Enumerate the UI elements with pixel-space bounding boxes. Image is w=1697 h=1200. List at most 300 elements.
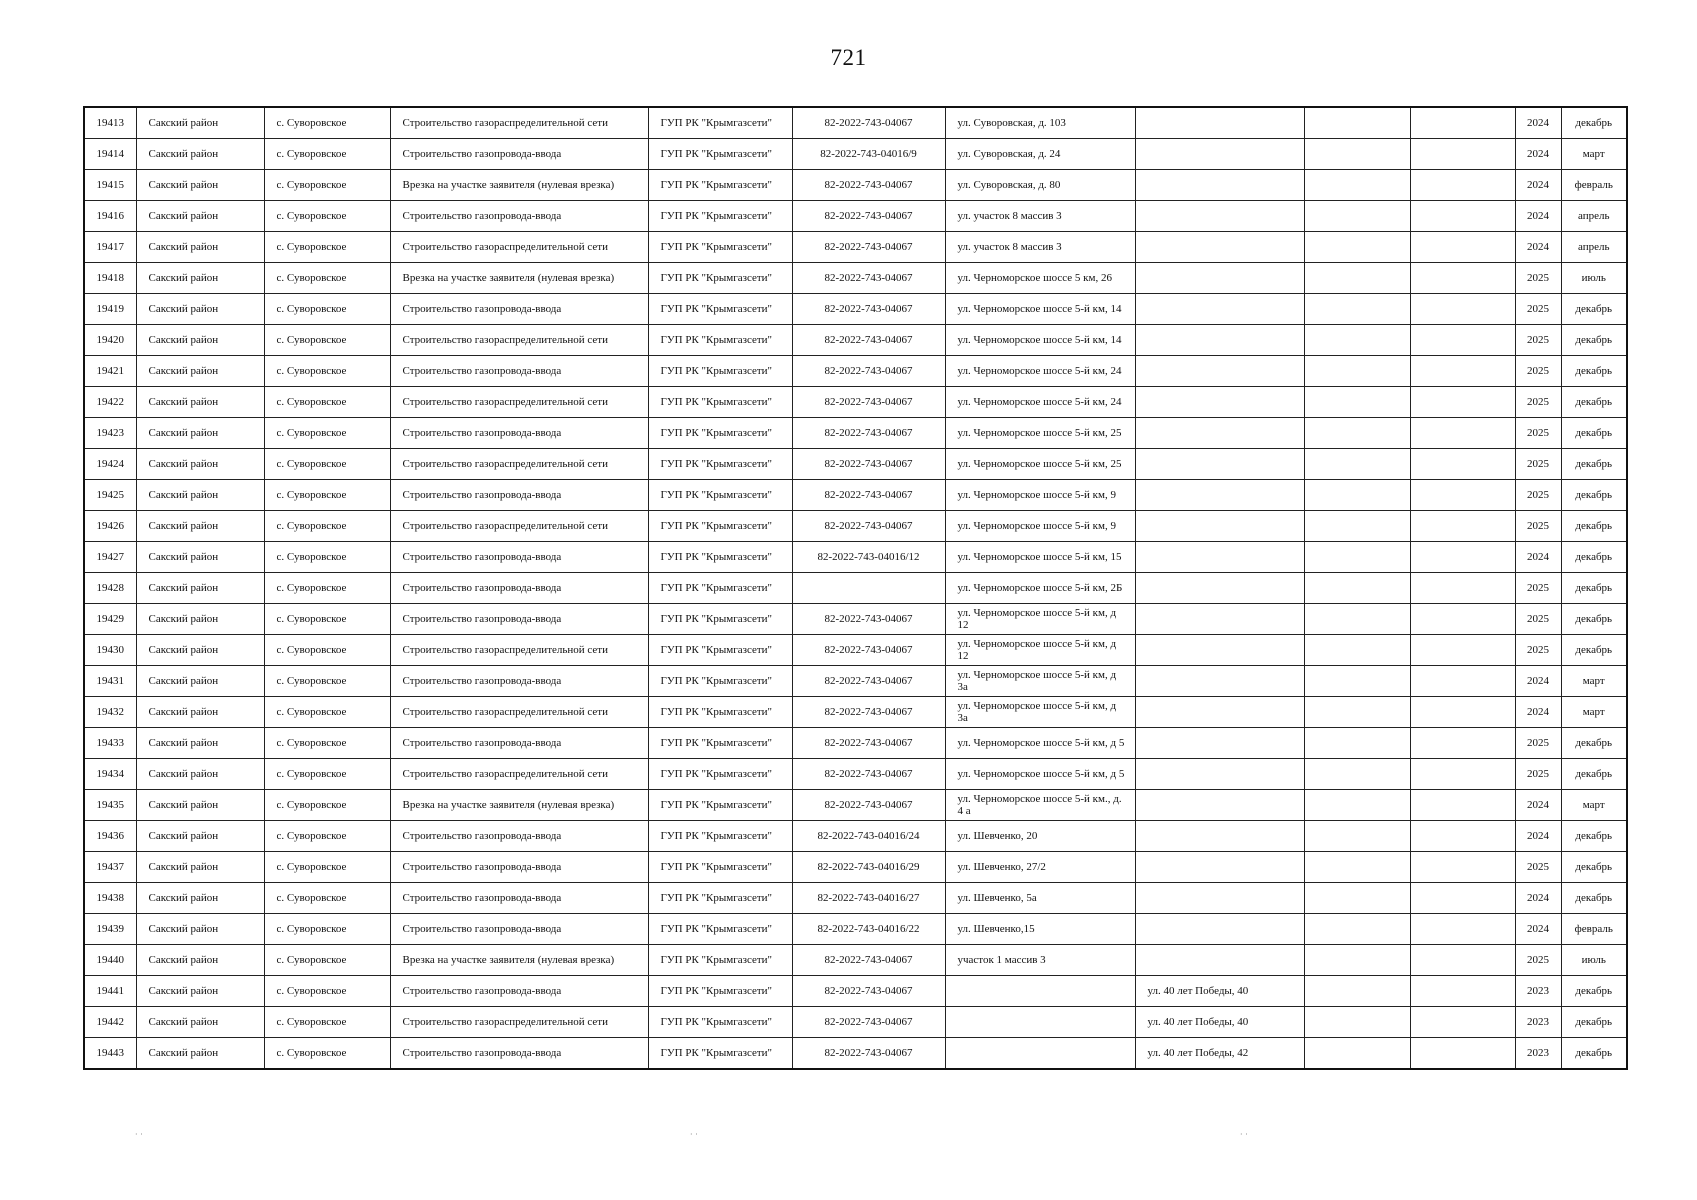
cell-work-type: Строительство газопровода-ввода [390,914,648,945]
cell-settlement: с. Суворовское [264,759,390,790]
cell-address: ул. Черноморское шоссе 5-й км, д 3а [945,666,1135,697]
cell-year: 2024 [1515,201,1561,232]
cell-work-type: Строительство газопровода-ввода [390,573,648,604]
cell-organization: ГУП РК "Крымгазсети" [648,945,792,976]
table-row [84,201,1627,232]
cell-year: 2025 [1515,573,1561,604]
cell-month: декабрь [1561,418,1627,449]
cell-work-type: Врезка на участке заявителя (нулевая врезка) [390,790,648,821]
cell-settlement: с. Суворовское [264,356,390,387]
cell-address: ул. Черноморское шоссе 5-й км, 15 [945,542,1135,573]
cell-address-alt [1135,542,1304,573]
table-row [84,294,1627,325]
table-row [84,1038,1627,1070]
cell-address-alt [1135,480,1304,511]
cell-settlement: с. Суворовское [264,821,390,852]
scan-speck: · · [690,1130,698,1139]
table-row [84,170,1627,201]
cell-work-type: Врезка на участке заявителя (нулевая врезка) [390,945,648,976]
cell-month: апрель [1561,201,1627,232]
cell-id: 19416 [84,201,136,232]
cell-district: Сакский район [136,542,264,573]
cell-address: ул. Черноморское шоссе 5-й км, 14 [945,294,1135,325]
cell-id: 19430 [84,635,136,666]
cell-empty [1410,263,1515,294]
cell-month: декабрь [1561,604,1627,635]
cell-address [945,1007,1135,1038]
cell-id: 19422 [84,387,136,418]
cell-code: 82-2022-743-04067 [792,232,945,263]
cell-settlement: с. Суворовское [264,883,390,914]
cell-settlement: с. Суворовское [264,604,390,635]
cell-month: декабрь [1561,883,1627,914]
cell-address: ул. Черноморское шоссе 5-й км, д 3а [945,697,1135,728]
table-row [84,759,1627,790]
cell-work-type: Строительство газопровода-ввода [390,883,648,914]
cell-district: Сакский район [136,759,264,790]
table-row [84,325,1627,356]
cell-empty [1410,945,1515,976]
cell-district: Сакский район [136,697,264,728]
cell-id: 19421 [84,356,136,387]
cell-address-alt [1135,883,1304,914]
cell-address-alt [1135,945,1304,976]
cell-address-alt [1135,790,1304,821]
cell-empty [1304,480,1410,511]
cell-month: декабрь [1561,542,1627,573]
table-row [84,387,1627,418]
table-row [84,914,1627,945]
page-number: 721 [830,45,867,70]
cell-organization: ГУП РК "Крымгазсети" [648,759,792,790]
cell-year: 2024 [1515,107,1561,139]
cell-month: декабрь [1561,821,1627,852]
cell-work-type: Строительство газораспределительной сети [390,759,648,790]
cell-settlement: с. Суворовское [264,728,390,759]
cell-empty [1304,356,1410,387]
cell-month: декабрь [1561,325,1627,356]
cell-month: декабрь [1561,511,1627,542]
table-row [84,945,1627,976]
cell-address-alt [1135,604,1304,635]
cell-empty [1410,542,1515,573]
cell-id: 19418 [84,263,136,294]
cell-id: 19433 [84,728,136,759]
cell-district: Сакский район [136,263,264,294]
cell-code: 82-2022-743-04067 [792,790,945,821]
cell-code: 82-2022-743-04067 [792,480,945,511]
cell-month: декабрь [1561,387,1627,418]
cell-address-alt [1135,728,1304,759]
cell-address-alt [1135,852,1304,883]
cell-address: ул. Суворовская, д. 24 [945,139,1135,170]
cell-code: 82-2022-743-04067 [792,976,945,1007]
cell-district: Сакский район [136,201,264,232]
cell-month: декабрь [1561,852,1627,883]
cell-id: 19437 [84,852,136,883]
cell-address-alt [1135,107,1304,139]
cell-year: 2024 [1515,666,1561,697]
cell-id: 19428 [84,573,136,604]
cell-empty [1304,542,1410,573]
table-row [84,449,1627,480]
cell-work-type: Строительство газораспределительной сети [390,107,648,139]
cell-code: 82-2022-743-04067 [792,759,945,790]
cell-address-alt [1135,201,1304,232]
cell-code: 82-2022-743-04016/9 [792,139,945,170]
cell-work-type: Строительство газораспределительной сети [390,232,648,263]
table-row [84,976,1627,1007]
cell-empty [1410,573,1515,604]
cell-empty [1410,201,1515,232]
cell-empty [1410,666,1515,697]
cell-id: 19443 [84,1038,136,1070]
cell-district: Сакский район [136,666,264,697]
cell-id: 19436 [84,821,136,852]
cell-organization: ГУП РК "Крымгазсети" [648,635,792,666]
cell-code: 82-2022-743-04067 [792,201,945,232]
cell-organization: ГУП РК "Крымгазсети" [648,573,792,604]
cell-district: Сакский район [136,232,264,263]
cell-id: 19440 [84,945,136,976]
cell-settlement: с. Суворовское [264,387,390,418]
cell-year: 2024 [1515,139,1561,170]
cell-empty [1304,170,1410,201]
cell-empty [1304,387,1410,418]
cell-address: ул. Черноморское шоссе 5-й км, 9 [945,480,1135,511]
cell-year: 2025 [1515,604,1561,635]
cell-settlement: с. Суворовское [264,294,390,325]
cell-empty [1304,201,1410,232]
cell-empty [1410,232,1515,263]
cell-id: 19417 [84,232,136,263]
cell-code: 82-2022-743-04067 [792,1007,945,1038]
cell-address: ул. Черноморское шоссе 5-й км, 14 [945,325,1135,356]
cell-organization: ГУП РК "Крымгазсети" [648,697,792,728]
cell-work-type: Строительство газораспределительной сети [390,635,648,666]
cell-address-alt [1135,449,1304,480]
cell-empty [1410,511,1515,542]
cell-work-type: Строительство газопровода-ввода [390,201,648,232]
cell-empty [1304,821,1410,852]
cell-organization: ГУП РК "Крымгазсети" [648,356,792,387]
cell-address-alt [1135,914,1304,945]
cell-empty [1410,728,1515,759]
cell-organization: ГУП РК "Крымгазсети" [648,263,792,294]
cell-empty [1410,635,1515,666]
cell-work-type: Врезка на участке заявителя (нулевая врезка) [390,263,648,294]
cell-id: 19425 [84,480,136,511]
cell-address-alt [1135,635,1304,666]
cell-year: 2025 [1515,325,1561,356]
table-row [84,418,1627,449]
cell-month: февраль [1561,170,1627,201]
scan-speck: · · [1240,1130,1248,1139]
cell-year: 2025 [1515,418,1561,449]
cell-work-type: Строительство газопровода-ввода [390,1038,648,1070]
cell-id: 19431 [84,666,136,697]
cell-month: март [1561,697,1627,728]
cell-work-type: Строительство газораспределительной сети [390,697,648,728]
cell-year: 2025 [1515,635,1561,666]
cell-address-alt [1135,511,1304,542]
cell-month: февраль [1561,914,1627,945]
cell-year: 2023 [1515,1038,1561,1070]
cell-year: 2023 [1515,976,1561,1007]
cell-organization: ГУП РК "Крымгазсети" [648,821,792,852]
cell-organization: ГУП РК "Крымгазсети" [648,604,792,635]
cell-work-type: Строительство газопровода-ввода [390,480,648,511]
cell-address-alt [1135,294,1304,325]
cell-district: Сакский район [136,914,264,945]
cell-work-type: Строительство газопровода-ввода [390,728,648,759]
cell-address-alt: ул. 40 лет Победы, 42 [1135,1038,1304,1070]
cell-organization: ГУП РК "Крымгазсети" [648,914,792,945]
cell-empty [1410,883,1515,914]
cell-work-type: Строительство газопровода-ввода [390,356,648,387]
table-row [84,666,1627,697]
cell-empty [1410,480,1515,511]
cell-code: 82-2022-743-04067 [792,294,945,325]
cell-settlement: с. Суворовское [264,418,390,449]
table-row [84,480,1627,511]
cell-month: март [1561,139,1627,170]
cell-month: декабрь [1561,976,1627,1007]
cell-address-alt [1135,573,1304,604]
cell-address-alt [1135,821,1304,852]
cell-id: 19423 [84,418,136,449]
cell-year: 2025 [1515,759,1561,790]
table-row [84,542,1627,573]
cell-code: 82-2022-743-04067 [792,170,945,201]
cell-empty [1304,666,1410,697]
cell-address [945,976,1135,1007]
cell-empty [1304,697,1410,728]
cell-empty [1410,1038,1515,1070]
cell-district: Сакский район [136,604,264,635]
cell-address: ул. Черноморское шоссе 5-й км., д. 4 а [945,790,1135,821]
cell-work-type: Строительство газораспределительной сети [390,387,648,418]
registry-table [83,106,1628,1070]
cell-code: 82-2022-743-04067 [792,107,945,139]
cell-address-alt [1135,759,1304,790]
cell-settlement: с. Суворовское [264,449,390,480]
cell-empty [1304,294,1410,325]
cell-code: 82-2022-743-04067 [792,418,945,449]
cell-code: 82-2022-743-04067 [792,1038,945,1070]
cell-district: Сакский район [136,852,264,883]
cell-address [945,1038,1135,1070]
cell-empty [1410,418,1515,449]
cell-code: 82-2022-743-04067 [792,325,945,356]
cell-empty [1304,728,1410,759]
cell-settlement: с. Суворовское [264,107,390,139]
cell-address: ул. Черноморское шоссе 5-й км, д 12 [945,604,1135,635]
cell-id: 19420 [84,325,136,356]
cell-empty [1304,945,1410,976]
cell-address-alt [1135,139,1304,170]
cell-work-type: Строительство газопровода-ввода [390,418,648,449]
table-row [84,821,1627,852]
cell-code: 82-2022-743-04067 [792,604,945,635]
cell-empty [1304,449,1410,480]
table-row [84,511,1627,542]
scan-speck: · · [135,1130,143,1139]
cell-organization: ГУП РК "Крымгазсети" [648,201,792,232]
table-row [84,573,1627,604]
cell-district: Сакский район [136,356,264,387]
cell-id: 19426 [84,511,136,542]
cell-settlement: с. Суворовское [264,945,390,976]
cell-empty [1304,107,1410,139]
cell-district: Сакский район [136,170,264,201]
cell-month: декабрь [1561,356,1627,387]
cell-work-type: Строительство газопровода-ввода [390,976,648,1007]
cell-month: декабрь [1561,728,1627,759]
cell-code: 82-2022-743-04067 [792,666,945,697]
table-row [84,635,1627,666]
cell-year: 2024 [1515,914,1561,945]
cell-settlement: с. Суворовское [264,790,390,821]
cell-empty [1410,139,1515,170]
cell-year: 2025 [1515,449,1561,480]
cell-organization: ГУП РК "Крымгазсети" [648,1007,792,1038]
cell-address-alt [1135,697,1304,728]
table-row [84,107,1627,139]
cell-address-alt [1135,666,1304,697]
cell-address: ул. Суворовская, д. 80 [945,170,1135,201]
cell-address: ул. Черноморское шоссе 5-й км, 24 [945,387,1135,418]
cell-year: 2024 [1515,883,1561,914]
cell-empty [1304,604,1410,635]
cell-empty [1410,107,1515,139]
cell-address: ул. Черноморское шоссе 5-й км, 9 [945,511,1135,542]
cell-work-type: Строительство газопровода-ввода [390,604,648,635]
cell-settlement: с. Суворовское [264,1007,390,1038]
cell-address: ул. Шевченко, 27/2 [945,852,1135,883]
table-body [84,107,1627,1069]
cell-address: ул. Черноморское шоссе 5-й км, д 5 [945,728,1135,759]
cell-work-type: Строительство газораспределительной сети [390,325,648,356]
cell-organization: ГУП РК "Крымгазсети" [648,107,792,139]
cell-code: 82-2022-743-04016/27 [792,883,945,914]
cell-empty [1410,449,1515,480]
cell-code: 82-2022-743-04016/12 [792,542,945,573]
cell-id: 19432 [84,697,136,728]
cell-code [792,573,945,604]
cell-id: 19439 [84,914,136,945]
table-row [84,883,1627,914]
cell-address: участок 1 массив 3 [945,945,1135,976]
cell-district: Сакский район [136,294,264,325]
cell-organization: ГУП РК "Крымгазсети" [648,666,792,697]
cell-organization: ГУП РК "Крымгазсети" [648,387,792,418]
cell-settlement: с. Суворовское [264,914,390,945]
cell-month: июль [1561,263,1627,294]
cell-organization: ГУП РК "Крымгазсети" [648,232,792,263]
cell-address: ул. Черноморское шоссе 5-й км, 25 [945,418,1135,449]
cell-district: Сакский район [136,728,264,759]
cell-empty [1304,1038,1410,1070]
cell-month: декабрь [1561,759,1627,790]
cell-settlement: с. Суворовское [264,263,390,294]
cell-code: 82-2022-743-04067 [792,697,945,728]
cell-organization: ГУП РК "Крымгазсети" [648,294,792,325]
cell-settlement: с. Суворовское [264,232,390,263]
cell-address: ул. Черноморское шоссе 5-й км, 24 [945,356,1135,387]
cell-district: Сакский район [136,790,264,821]
cell-district: Сакский район [136,1038,264,1070]
cell-code: 82-2022-743-04016/22 [792,914,945,945]
cell-settlement: с. Суворовское [264,666,390,697]
cell-settlement: с. Суворовское [264,139,390,170]
cell-code: 82-2022-743-04067 [792,511,945,542]
cell-address: ул. Шевченко,15 [945,914,1135,945]
cell-month: март [1561,666,1627,697]
cell-work-type: Строительство газопровода-ввода [390,666,648,697]
cell-year: 2024 [1515,697,1561,728]
cell-empty [1410,914,1515,945]
cell-address: ул. Черноморское шоссе 5 км, 26 [945,263,1135,294]
table-row [84,232,1627,263]
cell-district: Сакский район [136,139,264,170]
cell-address-alt [1135,325,1304,356]
cell-code: 82-2022-743-04067 [792,356,945,387]
table-row [84,790,1627,821]
cell-address: ул. участок 8 массив 3 [945,232,1135,263]
cell-settlement: с. Суворовское [264,201,390,232]
cell-work-type: Строительство газораспределительной сети [390,1007,648,1038]
cell-organization: ГУП РК "Крымгазсети" [648,790,792,821]
cell-settlement: с. Суворовское [264,635,390,666]
table-row [84,1007,1627,1038]
cell-empty [1410,790,1515,821]
cell-address: ул. Черноморское шоссе 5-й км, д 12 [945,635,1135,666]
cell-organization: ГУП РК "Крымгазсети" [648,139,792,170]
cell-empty [1304,418,1410,449]
cell-year: 2025 [1515,511,1561,542]
cell-address-alt [1135,263,1304,294]
cell-code: 82-2022-743-04067 [792,387,945,418]
cell-id: 19424 [84,449,136,480]
table-row [84,604,1627,635]
cell-empty [1410,325,1515,356]
cell-code: 82-2022-743-04067 [792,263,945,294]
cell-district: Сакский район [136,480,264,511]
cell-month: декабрь [1561,294,1627,325]
cell-work-type: Врезка на участке заявителя (нулевая врезка) [390,170,648,201]
cell-district: Сакский район [136,418,264,449]
cell-settlement: с. Суворовское [264,511,390,542]
table-row [84,356,1627,387]
cell-code: 82-2022-743-04067 [792,449,945,480]
cell-empty [1410,759,1515,790]
cell-empty [1410,697,1515,728]
cell-work-type: Строительство газопровода-ввода [390,852,648,883]
cell-year: 2025 [1515,945,1561,976]
cell-year: 2023 [1515,1007,1561,1038]
cell-work-type: Строительство газораспределительной сети [390,449,648,480]
cell-settlement: с. Суворовское [264,976,390,1007]
cell-month: декабрь [1561,107,1627,139]
cell-code: 82-2022-743-04067 [792,728,945,759]
cell-address: ул. Черноморское шоссе 5-й км, 25 [945,449,1135,480]
cell-month: декабрь [1561,573,1627,604]
cell-settlement: с. Суворовское [264,325,390,356]
cell-address-alt [1135,387,1304,418]
cell-empty [1410,356,1515,387]
cell-id: 19442 [84,1007,136,1038]
